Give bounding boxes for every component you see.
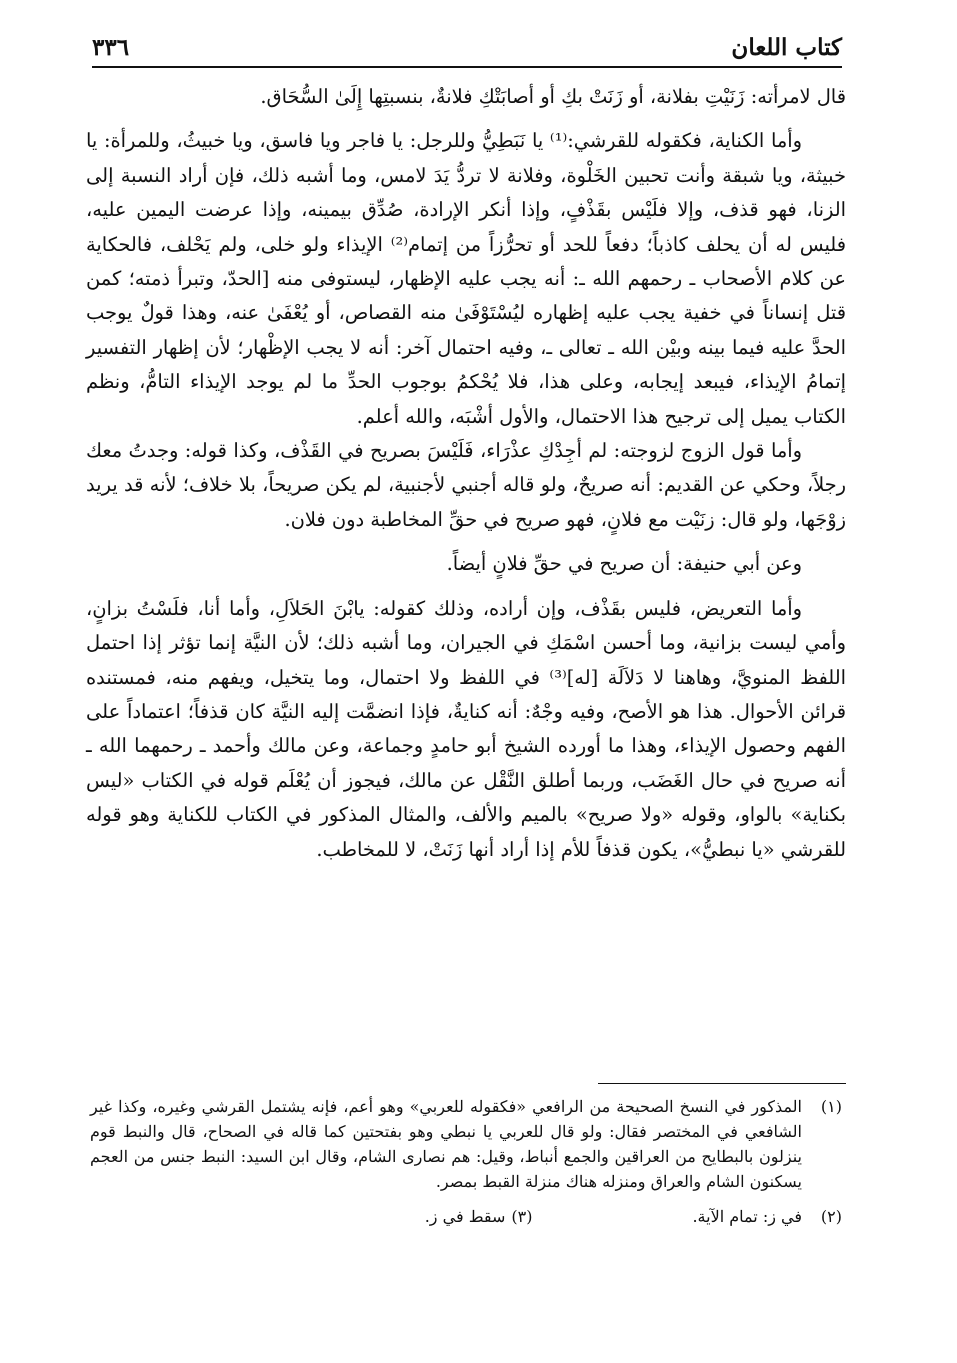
footnote-divider [598,1083,846,1084]
page-header [92,28,842,68]
footnote-2-text: في ز: تمام الآية. [692,1207,802,1226]
paragraph-2: وأما الكناية، فكقوله للقرشي:⁽¹⁾ يا نَبَطِيُّ وللرجل: يا فاجر ويا فاسق، ويا خبيثُ، وللمرأة: يا خبيثة، ويا شبقة وأنت تحبين الخَلْوة، وفلانة لا تردُّ يَدَ لامس، وما أشبه ذلك، فإن أراد النسبة إلى الزنا، فهو قذف، وإلا فلَيْس بقَذْفٍ، وإذا أنكر الإرادة، صُدِّق بيمينه، وإذا عرضت اليمين عليه، فليس له أن يحلف كاذباً؛ دفعاً للحد أو تحرُّزاً من إتمام⁽²⁾ الإيذاء ولو خلى، ولم يَحْلف، فالحكاية عن كلام الأصحاب ـ رحمهم الله ـ: أنه يجب عليه الإظهار، ليستوفى منه [الحدّ، وتبرأ ذمته؛ كمن قتل إنساناً في خفية يجب عليه إظهاره ليُسْتَوْفَىٰ منه القصاص، أو يُعْفَىٰ عنه، وهذا قولٌ يوجب الحدَّ عليه فيما بينه وبيْن الله ـ تعالى ـ، وفيه احتمال آخر: أنه لا يجب الإظْهار؛ لأن إظهار التفسير إتمامُ الإيذاء، فيبعد إيجابه، وعلى هذا، فلا يُحْكمُ بوجوب الحدِّ ما لم يوجد الإيذاء التامُّ، ونظم الكتاب يميل إلى ترجيح هذا الاحتمال، والأول أشْبَه، والله أعلم. [86,129,846,428]
footnote-row-2-3 [90,1204,842,1229]
footnotes [90,1094,842,1229]
page-number: ٣٣٦ [92,33,130,61]
footnote-1 [90,1094,842,1194]
paragraph-3: وأما قول الزوج لزوجته: لم أجِدْكِ عذْرَاء، فَلَيْسَ بصريح في القَذْف، وكذا قوله: وجدتُ معك رجلاً، وحكي عن القديم: أنه صريحٌ، ولو قاله أجنبي لأجنبية، لم يكن صريحاً، بلا خلاف؛ لأنه قد يريد زوْجَها، ولو قال: زنَيْت مع فلانٍ، فهو صريح في حقِّ المخاطبة دون فلان. [86,439,846,531]
main-text [86,80,846,867]
paragraph-1: قال لامرأته: زَنَيْتِ بفلانة، أو زَنَتْ بكِ أو أصابَتْكِ فلانةٌ، بنسبتِها إِلَىٰ السُّحَاق. [260,85,846,108]
paragraph-4: وعن أبي حنيفة: أن صريح في حقِّ فلانٍ أيضاً. [446,552,802,576]
footnote-3-text: سقط في ز. [424,1207,506,1226]
footnote-1-text: المذكور في النسخ الصحيحة من الرافعي «فكقوله للعربي» وهو أعم، فإنه يشتمل القرشي وغيره، وكذا غير الشافعي في المختصر فقال: ولو قال للعربي يا نبطي وهو بفتحتين كما قاله في الصحاح، قال والنبط قوم ينزلون بالبطايح من العراقين والجمع أنباط، وقيل: هم نصارى الشام، وقال ابن السيد: النبط جنس من العجم يسكنون الشام والعراق ومنزله هناك منزلة القبط بمصر. [90,1097,802,1191]
footnote-3-number: (٣) [511,1207,533,1226]
footnote-2-number: (٢) [820,1207,842,1226]
paragraph-5: وأما التعريض، فليس بقَذْف، وإن أراده، وذلك كقوله: يابْنَ الحَلاَلِ، وأما أنا، فلَسْتُ بزانٍ، وأمي ليست بزانية، وما أحسن اسْمَكِ في الجيران، وما أشبه ذلك؛ لأن النيَّة إنما تؤثر إذا احتمل اللفظ المنويَّ، وهاهنا لا دَلاَلَة [له]⁽³⁾ في اللفظ ولا احتمال، وما يتخيل، ويفهم منه، فمستنده قرائن الأحوال. هذا هو الأصح، وفيه وجْهٌ: أنه كنايةٌ، فإذا انضمَّت إليه النيَّة كان قذفاً؛ اعتماداً على الفهم وحصول الإيذاء، وهذا ما أورده الشيخ أبو حامدٍ وجماعة، وعن مالك وأحمد ـ رحمهما الله ـ أنه صريح في حال الغَضَب، وربما أطلق النَّقْل عن مالك، فيجوز أن يُعْلَم قوله في الكتاب «ليس بكناية» بالواو، وقوله «ولا صريح» بالميم والألف، والمثال المذكور في الكتاب للكناية وهو قوله للقرشي «يا نبطيُّ»، يكون قذفاً للأم إذا أراد أنها زَنَتْ، لا للمخاطب. [86,596,846,861]
footnote-1-number: (١) [820,1097,842,1116]
running-title: كتاب اللعان [731,33,842,61]
